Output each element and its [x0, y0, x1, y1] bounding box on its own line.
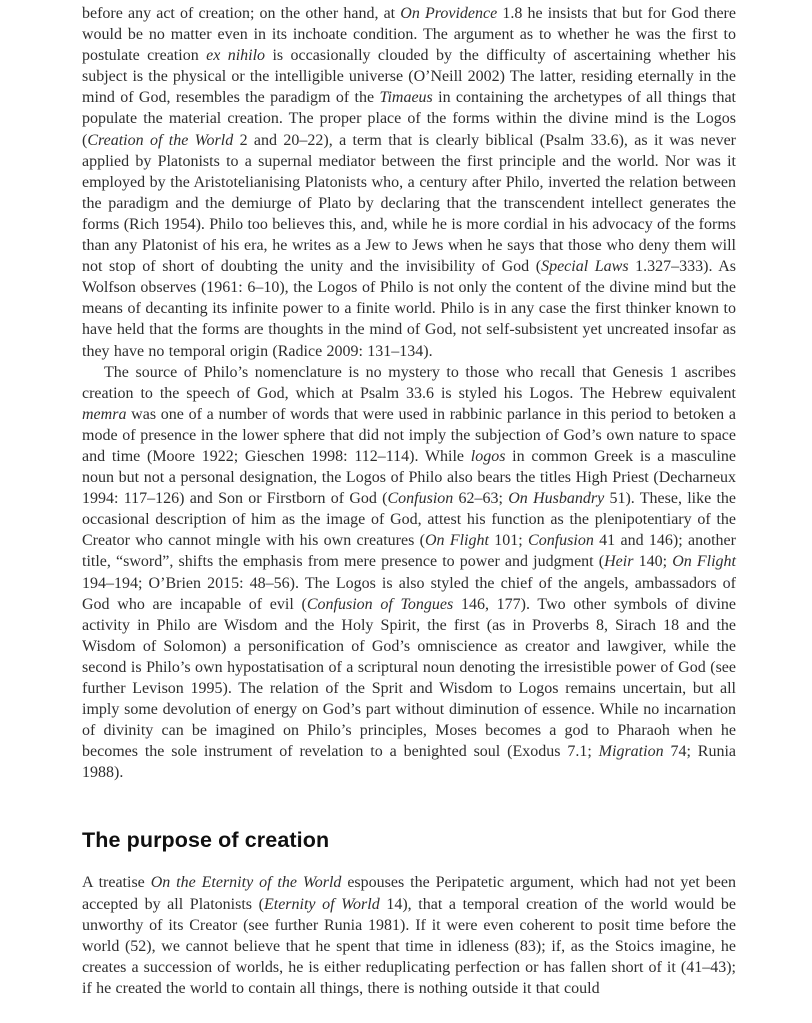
text-run: 1.327–333). As Wolfson observes (1961: 6–10), the Logos of Philo is not only the content of the divine mind but the means of decanting its infinite power to a finite world. Philo is in any case the first thinker known to have held that the forms are thoughts in the mind of God, not self-subsistent yet uncreated insofar as they have no temporal origin (Radice 2009: 131–134). [82, 258, 736, 360]
text-run: is occasionally clouded by the difficulty of ascertaining whether his subject is the physical or the intelligible universe (O’Neill 2002) The latter, residing eternally in the mind of God, resembles the paradigm of the [82, 47, 737, 107]
text-run: espouses the Peripatetic argument, which had not yet been accepted by all Platonists ( [82, 874, 736, 913]
italic-text: Heir [604, 553, 634, 571]
section-heading: The purpose of creation [82, 828, 330, 853]
italic-text: On Flight [672, 553, 737, 571]
text-run: 194–194; O’Brien 2015: 48–56). The Logos is also styled the chief of the angels, ambassadors of God who are incapable of evil ( [82, 574, 736, 613]
italic-text: Creation of the World [87, 131, 234, 149]
text-run: A treatise [82, 874, 151, 892]
italic-text: On Husbandry [508, 490, 605, 508]
text-run: 41 and 146); another title, “sword”, shifts the emphasis from mere presence to power and judgment ( [82, 532, 736, 571]
paragraph [82, 872, 736, 999]
italic-text: On Flight [424, 532, 489, 550]
text-run: 1.8 he insists that but for God there would be no matter even in its inchoate condition. The argument as to whether he was the first to postulate creation [82, 5, 736, 65]
italic-text: On Providence [400, 5, 498, 22]
text-run: 51). These, like the occasional description of him as the image of God, attest his function as the plenipotentiary of the Creator who cannot mingle with his own creatures ( [82, 490, 737, 550]
text-run: 74; Runia 1988). [82, 743, 736, 782]
italic-text: ex nihilo [206, 47, 266, 65]
text-run: in common Greek is a masculine noun but not a personal designation, the Logos of Philo also bears the titles High Priest (Decharneux 1994: 117–126) and Son or Firstborn of God ( [82, 447, 736, 508]
text-run: before any act of creation; on the other hand, at [82, 5, 401, 22]
italic-text: Confusion [528, 532, 594, 550]
italic-text: memra [82, 405, 127, 423]
text-run: 101; [488, 532, 529, 550]
italic-text: Confusion of Tongues [306, 595, 454, 613]
paragraph [82, 3, 736, 362]
italic-text: Timaeus [379, 89, 433, 107]
text-run: was one of a number of words that were used in rabbinic parlance in this period to betoken a mode of presence in the lower sphere that did not imply the subjection of God’s own nature to space and time (Moore 1922; Gieschen 1998: 112–114). While [82, 405, 736, 465]
italic-text: Special Laws [541, 258, 629, 276]
paragraph [82, 362, 736, 784]
text-flow [82, 3, 736, 999]
text-run: 62–63; [453, 490, 509, 508]
text-run: 2 and 20–22), a term that is clearly biblical (Psalm 33.6), as it was never applied by Platonists to a supernal mediator between the first principle and the world. Nor was it employed by the Aristotelianising Platonists who, a century after Philo, inverted the relation between the paradigm and the demiurge of Plato by declaring that the transcendent intellect generates the forms (Rich 1954). Philo too believes this, and, while he is more cordial in his advocacy of the forms than any Platonist of his era, he writes as a Jew to Jews when he says that those who deny them will not stop of short of doubting the unity and the invisibility of God ( [82, 131, 736, 276]
text-run: 14), that a temporal creation of the world would be unworthy of its Creator (see further Runia 1981). If it were even coherent to posit time before the world (52), we cannot believe that he spent that time in idleness (83); if, as the Stoics imagine, he creates a succession of worlds, he is either reduplicating perfection or has fallen short of it (41–43); if he created the world to contain all things, there is nothing outside it that could [82, 895, 736, 997]
italic-text: Eternity of World [263, 895, 380, 913]
italic-text: logos [470, 447, 506, 465]
italic-text: On the Eternity of the World [150, 874, 342, 892]
text-run: in containing the archetypes of all things that populate the material creation. The proper place of the forms within the divine mind is the Logos ( [82, 89, 736, 149]
italic-text: Confusion [387, 490, 454, 508]
italic-text: Migration [598, 743, 664, 761]
text-run: 140; [633, 553, 673, 571]
text-run: 146, 177). Two other symbols of divine activity in Philo are Wisdom and the Holy Spirit, the first (as in Proverbs 8, Sirach 18 and the Wisdom of Solomon) a personification of God’s omniscience as creator and lawgiver, while the second is Philo’s own hypostatisation of a scriptural noun denoting the irresistible power of God (see further Levison 1995). The relation of the Sprit and Wisdom to Logos remains uncertain, but all imply some devolution of energy on God’s part without diminution of essence. While no incarnation of divinity can be imagined on Philo’s principles, Moses becomes a god to Pharaoh when he becomes the sole instrument of revelation to a benighted soul (Exodus 7.1; [82, 595, 737, 761]
text-run: The source of Philo’s nomenclature is no mystery to those who recall that Genesis 1 ascribes creation to the speech of God, which at Psalm 33.6 is styled his Logos. The Hebrew equivalent [82, 363, 736, 402]
